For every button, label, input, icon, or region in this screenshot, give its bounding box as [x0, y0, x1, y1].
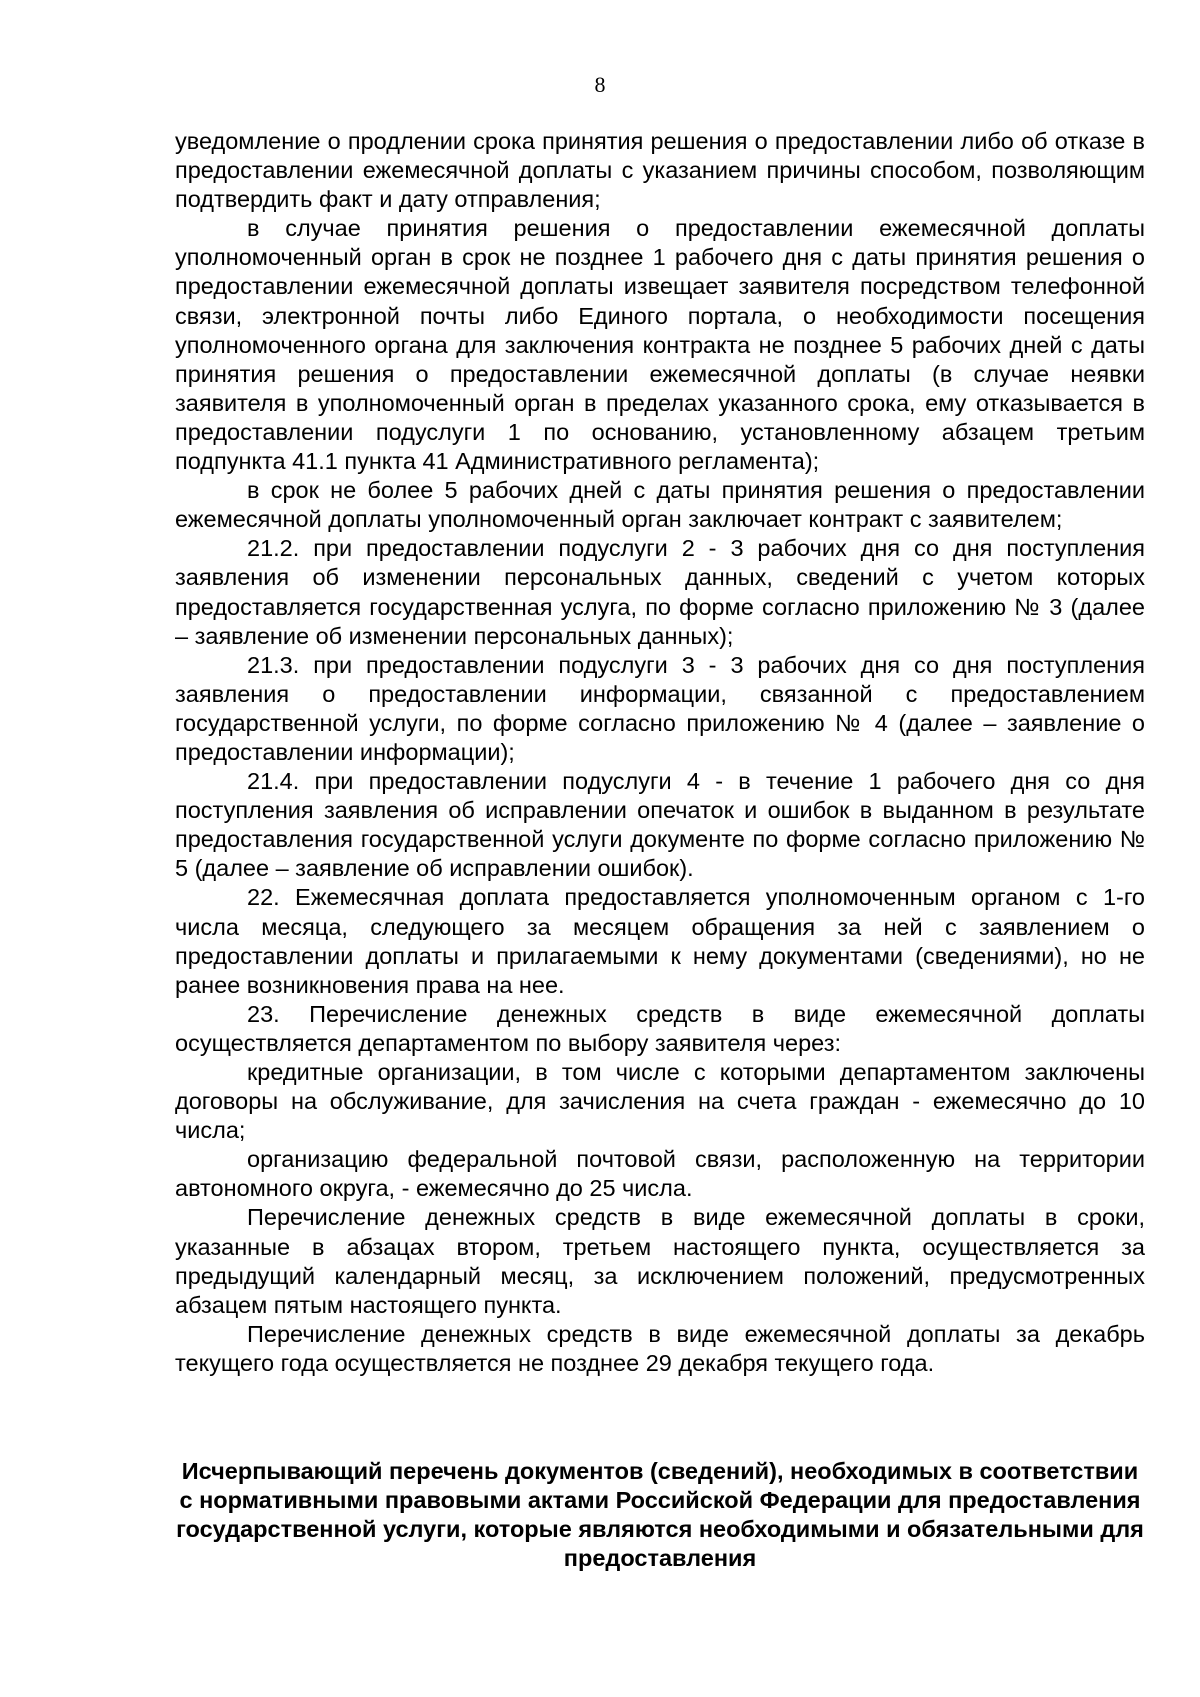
paragraph: 22. Ежемесячная доплата предоставляется уполномоченным органом с 1-го числа месяца, следующего за месяцем обращения за ней с заявлением о предоставлении доплаты и прилагаемыми к нему документами (сведениями), но не ранее возникновения права на нее. [175, 884, 1145, 998]
paragraph: в случае принятия решения о предоставлении ежемесячной доплаты уполномоченный орган в срок не позднее 1 рабочего дня с даты принятия решения о предоставлении ежемесячной доплаты извещает заявителя посредством телефонной связи, электронной почты либо Единого портала, о необходимости посещения уполномоченного органа для заключения контракта не позднее 5 рабочих дней с даты принятия решения о предоставлении ежемесячной доплаты (в случае неявки заявителя в уполномоченный орган в пределах указанного срока, ему отказывается в предоставлении подуслуги 1 по основанию, установленному абзацем третьим подпункта 41.1 пункта 41 Административного регламента); [175, 215, 1145, 475]
paragraph: 21.3. при предоставлении подуслуги 3 - 3 рабочих дня со дня поступления заявления о предоставлении информации, связанной с предоставлением государственной услуги, по форме согласно приложению № 4 (далее – заявление о предоставлении информации); [175, 651, 1145, 765]
paragraph: 21.4. при предоставлении подуслуги 4 - в течение 1 рабочего дня со дня поступления заявления об исправлении опечаток и ошибок в выданном в результате предоставления государственной услуги документе по форме согласно приложению № 5 (далее – заявление об исправлении ошибок). [175, 768, 1145, 882]
paragraph: Перечисление денежных средств в виде ежемесячной доплаты в сроки, указанные в абзацах втором, третьем настоящего пункта, осуществляется за предыдущий календарный месяц, за исключением положений, предусмотренных абзацем пятым настоящего пункта. [175, 1204, 1145, 1318]
paragraph: организацию федеральной почтовой связи, расположенную на территории автономного округа, - ежемесячно до 25 числа. [175, 1146, 1145, 1202]
page-number: 8 [594, 72, 606, 97]
section-heading: Исчерпывающий перечень документов (сведений), необходимых в соответствии с нормативными правовыми актами Российской Федерации для предоставления государственной услуги, которые являются необходимыми и обязательными для предоставления [176, 1458, 1144, 1572]
paragraph: 23. Перечисление денежных средств в виде ежемесячной доплаты осуществляется департаментом по выбору заявителя через: [175, 1000, 1145, 1056]
paragraph: в срок не более 5 рабочих дней с даты принятия решения о предоставлении ежемесячной доплаты уполномоченный орган заключает контракт с заявителем; [175, 477, 1145, 533]
document-body [175, 127, 1145, 1378]
paragraph: Перечисление денежных средств в виде ежемесячной доплаты за декабрь текущего года осуществляется не позднее 29 декабря текущего года. [175, 1320, 1145, 1376]
paragraph: кредитные организации, в том числе с которыми департаментом заключены договоры на обслуживание, для зачисления на счета граждан - ежемесячно до 10 числа; [175, 1059, 1145, 1144]
paragraph: уведомление о продлении срока принятия решения о предоставлении либо об отказе в предоставлении ежемесячной доплаты с указанием причины способом, позволяющим подтвердить факт и дату отправления; [175, 128, 1145, 213]
paragraph: 21.2. при предоставлении подуслуги 2 - 3 рабочих дня со дня поступления заявления об изменении персональных данных, сведений с учетом которых предоставляется государственная услуга, по форме согласно приложению № 3 (далее – заявление об изменении персональных данных); [175, 535, 1145, 649]
